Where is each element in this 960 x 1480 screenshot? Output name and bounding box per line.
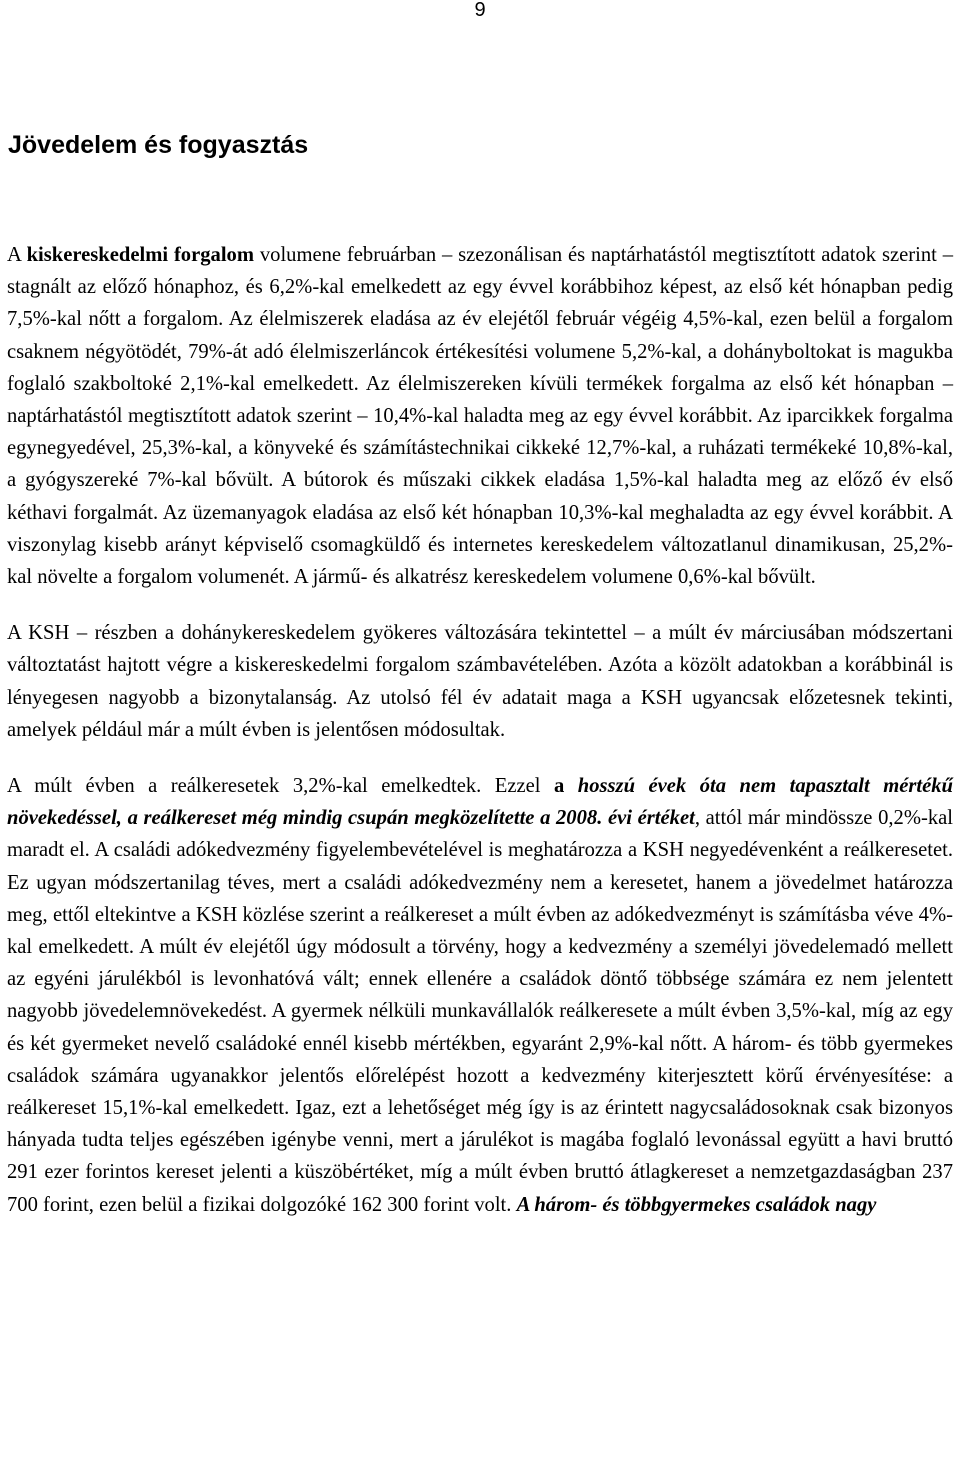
text-run: , attól már mindössze 0,2%-kal maradt el. A családi adókedvezmény figyelembevételével is meghatározza a KSH negyedévenként a reálkeresetet. Ez ugyan módszertanilag téves, mert a családi adókedvezmény nem a keresetet, hanem a jövedelmet határozza meg, ettől eltekintve a KSH közlése szerint a reálkereset a múlt évben az adókedvezményt is számításba véve 4%-kal emelkedett. A múlt év elejétől úgy módosult a törvény, hogy a kedvezmény a személyi jövedelemadó mellett az egyéni járulékból is levonhatóvá vált; ennek ellenére a családok döntő többsége számára ez nem jelentett nagyobb jövedelemnövekedést. A gyermek nélküli munkavállalók reálkeresete a múlt évben 3,5%-kal, míg az egy és két gyermeket nevelő családoké ennél kisebb mértékben, egyaránt 2,9%-kal nőtt. A három- és több gyermekes családok számára ugyanakkor jelentős előrelépést hozott a kedvezmény kiterjesztett körű érvényesítése: a reálkereset 15,1%-kal emelkedett. Igaz, ezt a lehetőséget még így is az érintett nagycsaládosoknak csak bizonyos hányada tudta teljes egészében igénybe venni, mert a járulékot is magába foglaló levonással együtt a havi bruttó 291 ezer forintos kereset jelenti a küszöbértéket, míg a múlt évben bruttó átlagkereset a nemzetgazdaságban 237 700 forint, ezen belül a fizikai dolgozóké 162 300 forint volt. — [7, 807, 953, 1216]
text-run: A KSH – részben a dohánykereskedelem gyökeres változására tekintettel – a múlt év márciusában módszertani változtatást hajtott végre a kiskereskedelmi forgalom számbavételében. Azóta a közölt adatokban a korábbinál is lényegesen nagyobb a bizonytalanság. Az utolsó fél év adatait maga a KSH ugyancsak előzetesnek tekinti, amelyek például már a múlt évben is jelentősen módosultak. — [7, 622, 953, 741]
emphasized-text: kiskereskedelmi forgalom — [26, 244, 255, 266]
emphasized-text: a — [554, 775, 578, 798]
emphasized-text: hosszú évek óta nem tapasztalt mértékű növekedéssel, a reálkereset még mindig csupán megközelítette a 2008. évi értéket — [7, 775, 953, 830]
text-run: A múlt évben a reálkeresetek 3,2%-kal emelkedtek. Ezzel — [7, 775, 554, 798]
section-heading: Jövedelem és fogyasztás — [8, 131, 309, 159]
paragraph — [7, 770, 953, 1221]
text-run: volumene februárban – szezonálisan és naptárhatástól megtisztított adatok szerint – stagnált az előző hónaphoz, és 6,2%-kal emelkedett az egy évvel korábbihoz képest, az első két hónapban pedig 7,5%-kal nőtt a forgalom. Az élelmiszerek eladása az év elejétől február végéig 4,5%-kal, ezen belül a forgalom csaknem négyötödét, 79%-át adó élelmiszerláncok értékesítési volumene 5,2%-kal, a dohányboltokat is magukba foglaló szakboltoké 2,1%-kal emelkedett. Az élelmiszereken kívüli termékek forgalma az első két hónapban – naptárhatástól megtisztított adatok szerint – 10,4%-kal haladta meg az egy évvel korábbit. Az iparcikkek forgalma egynegyedével, 25,3%-kal, a könyveké és számítástechnikai cikkeké 12,7%-kal, a ruházati termékeké 10,8%-kal, a gyógyszereké 7%-kal bővült. A bútorok és műszaki cikkek eladása 1,5%-kal haladta meg az előző év első kéthavi forgalmát. Az üzemanyagok eladása az első két hónapban 10,3%-kal meghaladta az egy évvel korábbit. A viszonylag kisebb arányt képviselő csomagküldő és internetes kereskedelem változatlanul dinamikusan, 25,2%-kal növelte a forgalom volumenét. A jármű- és alkatrész kereskedelem volumene 0,6%-kal bővült. — [7, 244, 954, 589]
emphasized-text: A három- és többgyermekes családok nagy — [516, 1193, 877, 1216]
paragraph — [7, 239, 953, 593]
page-number: 9 — [474, 0, 486, 21]
paragraph — [7, 617, 953, 746]
text-run: A — [7, 244, 27, 266]
body-text — [7, 239, 953, 1245]
